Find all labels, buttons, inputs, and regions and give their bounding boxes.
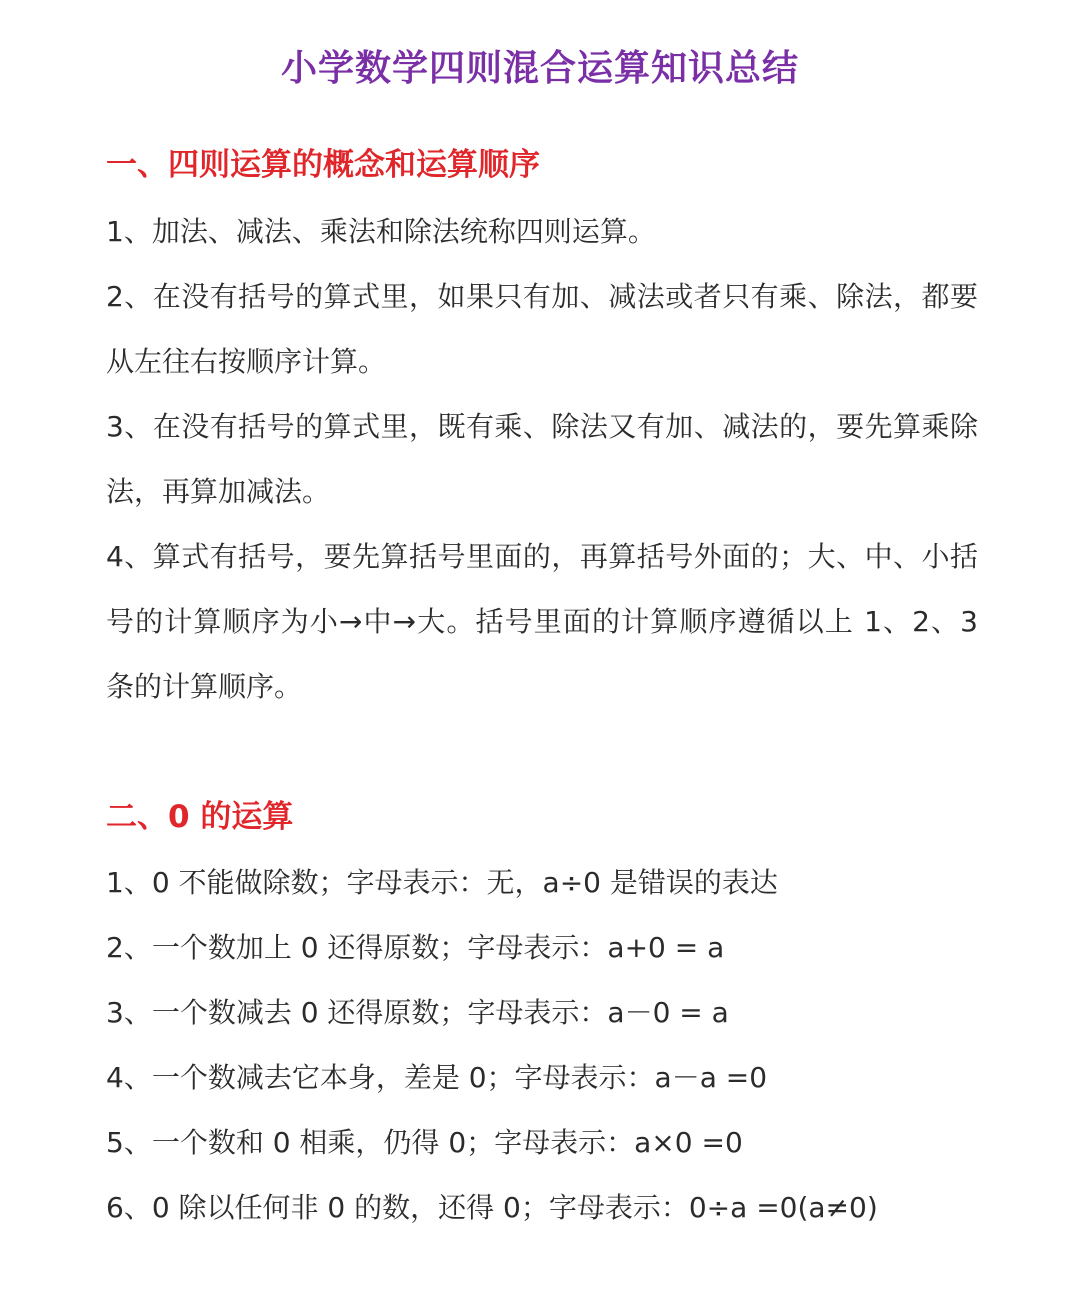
page-title: 小学数学四则混合运算知识总结 [280, 48, 799, 89]
list-item: 4、一个数减去它本身，差是 0；字母表示：a－a =0 [106, 1061, 768, 1094]
list-item: 4、算式有括号，要先算括号里面的，再算括号外面的；大、中、小括号的计算顺序为小→中→大。括号里面的计算顺序遵循以上 1、2、3 条的计算顺序。 [106, 540, 978, 703]
list-item: 1、加法、减法、乘法和除法统称四则运算。 [106, 215, 656, 248]
section-heading-zero: 二、0 的运算 [106, 799, 294, 835]
list-item: 1、0 不能做除数；字母表示：无，a÷0 是错误的表达 [106, 866, 778, 899]
list-item: 2、在没有括号的算式里，如果只有加、减法或者只有乘、除法，都要从左往右按顺序计算。 [106, 280, 978, 378]
section-heading-operations: 一、四则运算的概念和运算顺序 [106, 147, 540, 183]
list-item: 3、在没有括号的算式里，既有乘、除法又有加、减法的，要先算乘除法，再算加减法。 [106, 410, 978, 508]
list-item: 6、0 除以任何非 0 的数，还得 0；字母表示：0÷a =0(a≠0) [106, 1191, 878, 1224]
list-item: 2、一个数加上 0 还得原数；字母表示：a+0 = a [106, 931, 725, 964]
list-item: 5、一个数和 0 相乘，仍得 0；字母表示：a×0 =0 [106, 1126, 743, 1159]
list-item: 3、一个数减去 0 还得原数；字母表示：a－0 = a [106, 996, 729, 1029]
